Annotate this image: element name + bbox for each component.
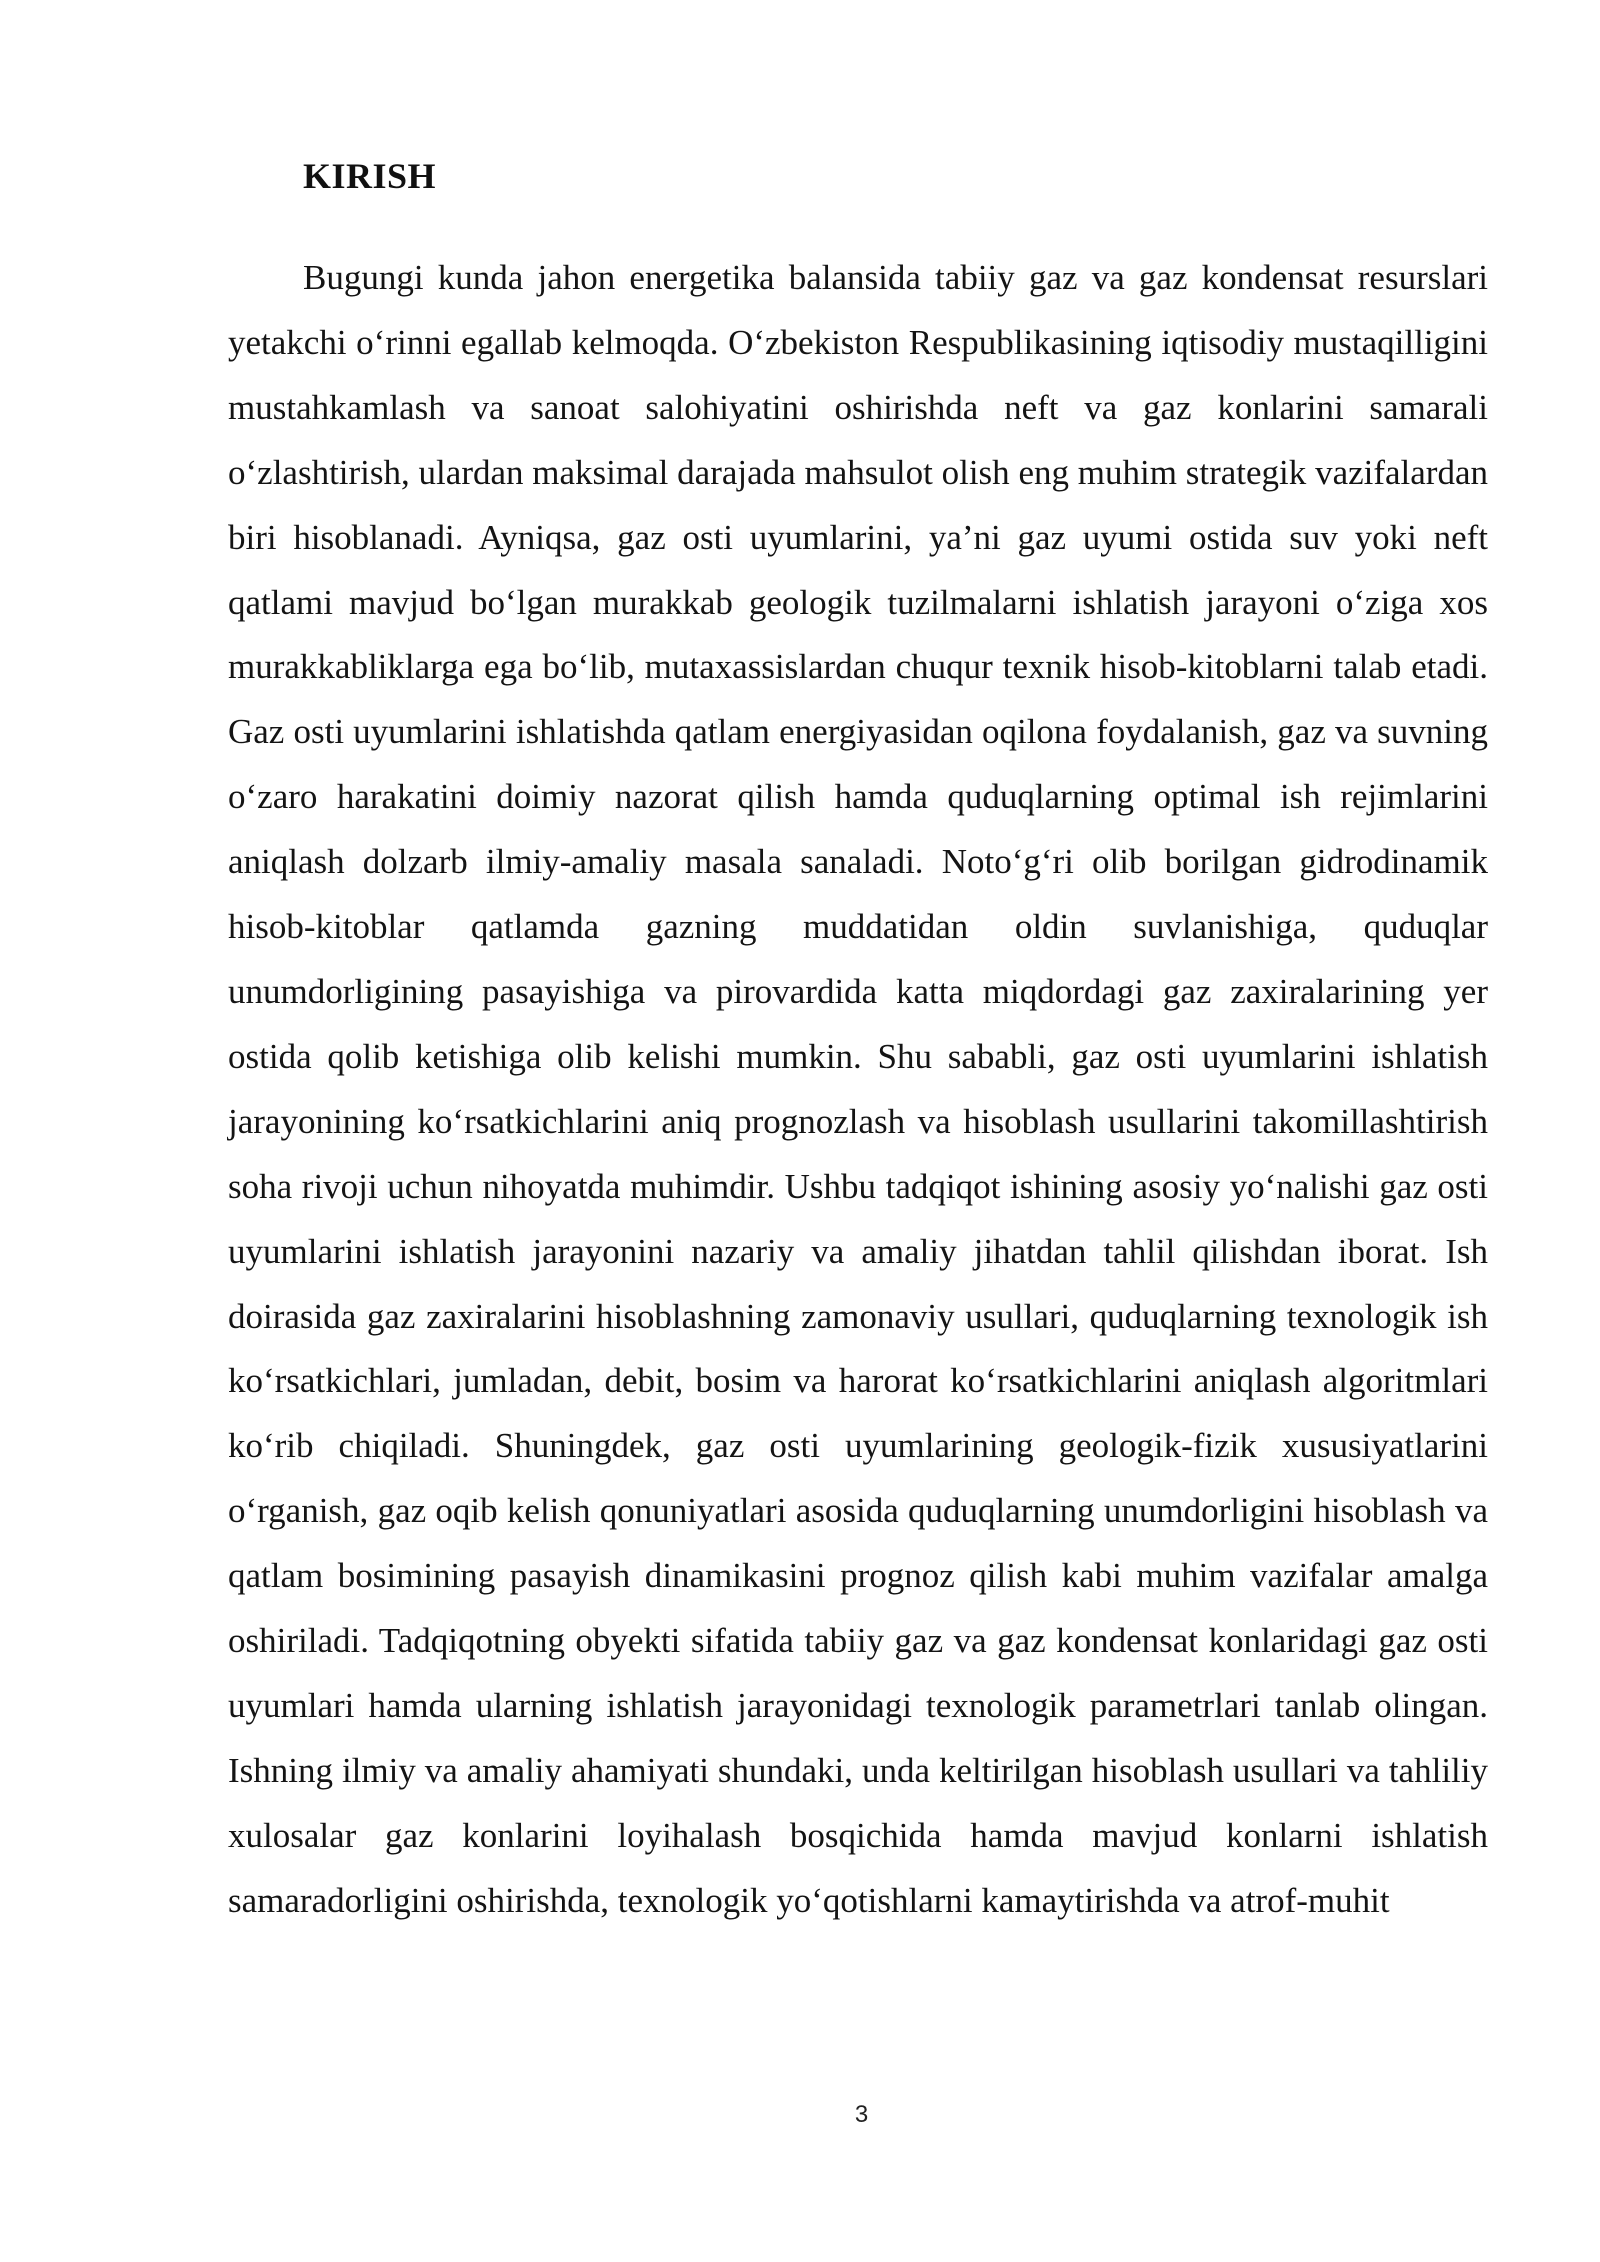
- section-heading: KIRISH: [303, 156, 437, 196]
- body-paragraph: Bugungi kunda jahon energetika balansida tabiiy gaz va gaz kondensat resurslari yetakchi o‘rinni egallab kelmoqda. O‘zbekiston Respublikasining iqtisodiy mustaqilligini mustahkamlash va sanoat salohiyatini oshirishda neft va gaz konlarini samarali o‘zlashtirish, ulardan maksimal darajada mahsulot olish eng muhim strategik vazifalardan biri hisoblanadi. Ayniqsa, gaz osti uyumlarini, ya’ni gaz uyumi ostida suv yoki neft qatlami mavjud bo‘lgan murakkab geologik tuzilmalarni ishlatish jarayoni o‘ziga xos murakkabliklarga ega bo‘lib, mutaxassislardan chuqur texnik hisob-kitoblarni talab etadi. Gaz osti uyumlarini ishlatishda qatlam energiyasidan oqilona foydalanish, gaz va suvning o‘zaro harakatini doimiy nazorat qilish hamda quduqlarning optimal ish rejimlarini aniqlash dolzarb ilmiy-amaliy masala sanaladi. Noto‘g‘ri olib borilgan gidrodinamik hisob-kitoblar qatlamda gazning muddatidan oldin suvlanishiga, quduqlar unumdorligining pasayishiga va pirovardida katta miqdordagi gaz zaxiralarining yer ostida qolib ketishiga olib kelishi mumkin. Shu sababli, gaz osti uyumlarini ishlatish jarayonining ko‘rsatkichlarini aniq prognozlash va hisoblash usullarini takomillashtirish soha rivoji uchun nihoyatda muhimdir. Ushbu tadqiqot ishining asosiy yo‘nalishi gaz osti uyumlarini ishlatish jarayonini nazariy va amaliy jihatdan tahlil qilishdan iborat. Ish doirasida gaz zaxiralarini hisoblashning zamonaviy usullari, quduqlarning texnologik ish ko‘rsatkichlari, jumladan, debit, bosim va harorat ko‘rsatkichlarini aniqlash algoritmlari ko‘rib chiqiladi. Shuningdek, gaz osti uyumlarining geologik-fizik xususiyatlarini o‘rganish, gaz oqib kelish qonuniyatlari asosida quduqlarning unumdorligini hisoblash va qatlam bosimining pasayish dinamikasini prognoz qilish kabi muhim vazifalar amalga oshiriladi. Tadqiqotning obyekti sifatida tabiiy gaz va gaz kondensat konlaridagi gaz osti uyumlari hamda ularning ishlatish jarayonidagi texnologik parametrlari tanlab olingan. Ishning ilmiy va amaliy ahamiyati shundaki, unda keltirilgan hisoblash usullari va tahliliy xulosalar gaz konlarini loyihalash bosqichida hamda mavjud konlarni ishlatish samaradorligini oshirishda, texnologik yo‘qotishlarni kamaytirishda va atrof-muhit: [228, 258, 1488, 1920]
- page-number: 3: [854, 2101, 869, 2128]
